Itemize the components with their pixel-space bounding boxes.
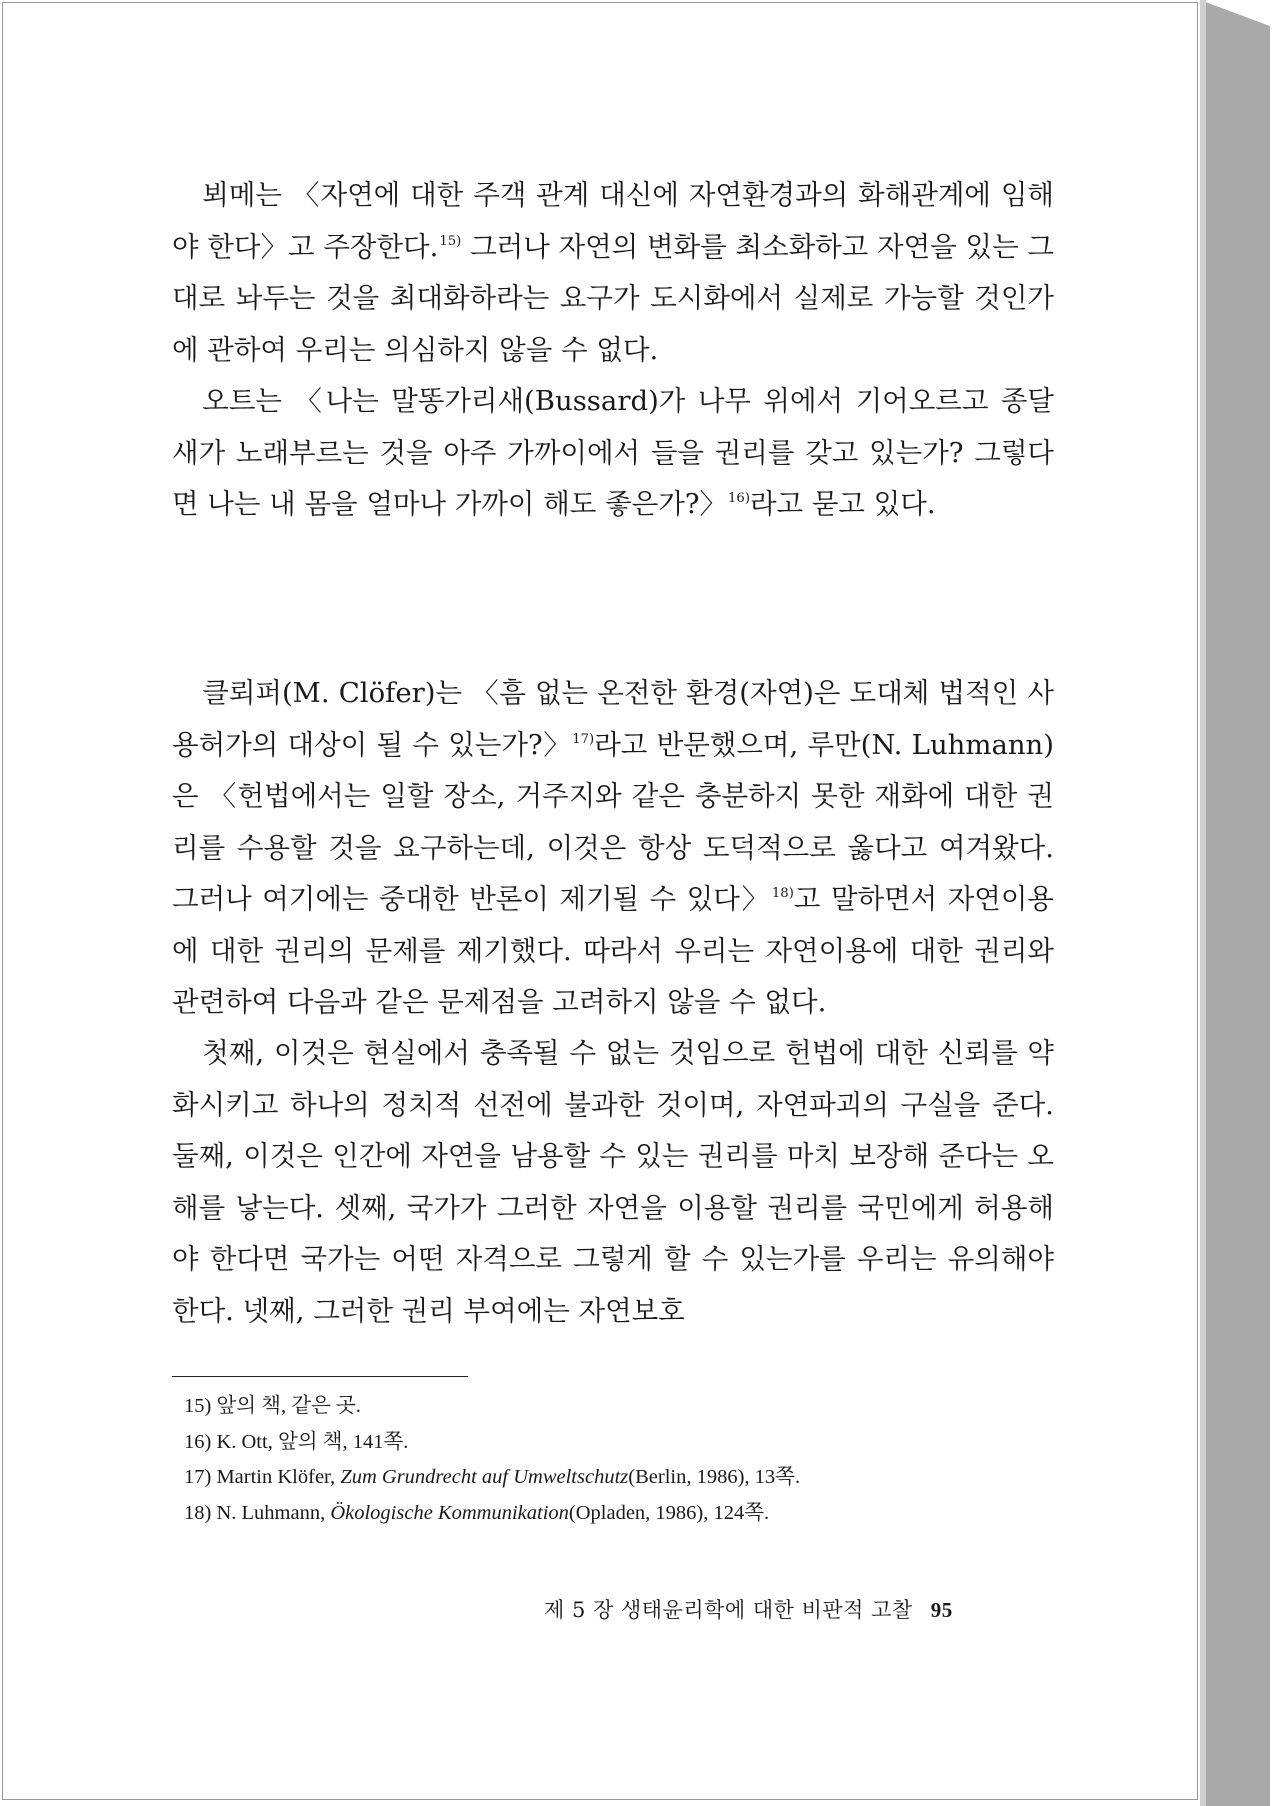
paragraph-text: 오트는 〈나는 말똥가리새(Bussard)가 나무 위에서 기어오르고 종달새가 노래부르는 것을 아주 가까이에서 들을 권리를 갖고 있는가? 그렇다면 나는 내 몸을 얼마나 가까이 해도 좋은가?〉 (172, 385, 1054, 520)
footnote-ref-16: 16) (728, 491, 750, 506)
footnote-book-title: Zum Grundrecht auf Umweltschutz (340, 1466, 629, 1488)
footnote-divider (172, 1376, 468, 1377)
paragraph-text: 라고 묻고 있다. (749, 488, 936, 520)
footnote-ref-15: 15) (439, 233, 462, 249)
footnote-text: 18) N. Luhmann, (184, 1502, 331, 1524)
paragraph-text: 라고 반문했으며, 루만(N. Luhmann)은 〈헌법에서는 일할 장소, 거주지와 같은 충분하지 못한 재화에 대한 권리를 수용할 것을 요구하는데, 이것은 항상 도덕적으로 옳다고 여겨왔다. 그러나 여기에는 중대한 반론이 제기될 수 있다〉 (172, 728, 1054, 915)
footnote-17 (184, 1462, 1044, 1492)
footnote-book-title: Ökologische Kommunikation (330, 1502, 569, 1524)
footnote-16: 16) K. Ott, 앞의 책, 141쪽. (184, 1431, 409, 1453)
paragraph-text: 클뢰퍼(M. Clöfer)는 〈흠 없는 온전한 환경(자연)은 도대체 법적인 사용허가의 대상이 될 수 있는가?〉 (172, 677, 1054, 761)
paragraph-kloefer-luhmann (172, 668, 1054, 1029)
footnote-text: (Opladen, 1986), 124쪽. (568, 1502, 770, 1524)
page-number: 95 (930, 1598, 953, 1622)
paragraph-text: 뵈메는 〈자연에 대한 주객 관계 대신에 자연환경과의 화해관계에 임해야 한다〉고 주장한다. (172, 179, 1054, 263)
footnote-18 (184, 1498, 1044, 1528)
paragraph-text: 고 말하면서 자연이용에 대한 권리의 문제를 제기했다. 따라서 우리는 자연이용에 대한 권리와 관련하여 다음과 같은 문제점을 고려하지 않을 수 없다. (172, 883, 1054, 1018)
footnote-15: 15) 앞의 책, 같은 곳. (184, 1395, 361, 1417)
paragraph-boehme (172, 170, 1054, 376)
footnote-ref-17: 17) (572, 731, 595, 747)
paragraph-problems: 첫째, 이것은 현실에서 충족될 수 없는 것임으로 헌법에 대한 신뢰를 약화시키고 하나의 정치적 선전에 불과한 것이며, 자연파괴의 구실을 준다. 둘째, 이것은 인간에 자연을 남용할 수 있는 권리를 마치 보장해 준다는 오해를 낳는다. 셋째, 국가가 그러한 자연을 이용할 권리를 국민에게 허용해야 한다면 국가는 어떤 자격으로 그렇게 할 수 있는가를 우리는 유의해야 한다. 넷째, 그러한 권리 부여에는 자연보호 (172, 1037, 1054, 1327)
paragraph-text: 그러나 자연의 변화를 최소화하고 자연을 있는 그대로 놔두는 것을 최대화하라는 요구가 도시화에서 실제로 가능할 것인가에 관하여 우리는 의심하지 않을 수 없다. (172, 230, 1054, 366)
footnote-text: (Berlin, 1986), 13쪽. (628, 1466, 801, 1488)
running-footer (544, 1594, 953, 1624)
chapter-title: 제 5 장 생태윤리학에 대한 비판적 고찰 (544, 1598, 913, 1622)
paragraph-ott (172, 376, 1054, 531)
footnote-text: 17) Martin Klöfer, (184, 1466, 341, 1488)
footnote-ref-18: 18) (771, 886, 794, 901)
book-page-edge (1200, 0, 1270, 1806)
